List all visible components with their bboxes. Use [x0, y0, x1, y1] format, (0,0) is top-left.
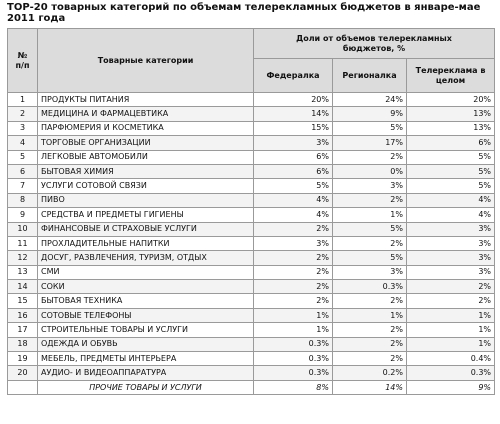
header-category: Товарные категории [38, 29, 254, 93]
row-number: 17 [8, 323, 38, 337]
table-row [8, 337, 495, 351]
row-category: СОКИ [38, 280, 254, 294]
row-regional: 9% [333, 107, 407, 121]
row-total: 1% [407, 323, 495, 337]
row-total: 5% [407, 179, 495, 193]
row-federal: 2% [254, 265, 333, 279]
header-regional: Регионалка [333, 59, 407, 93]
categories-table [7, 28, 495, 395]
table-row [8, 222, 495, 236]
row-regional: 0.3% [333, 280, 407, 294]
row-category: СРЕДСТВА И ПРЕДМЕТЫ ГИГИЕНЫ [38, 208, 254, 222]
row-federal: 4% [254, 208, 333, 222]
document-title: ТОР-20 товарных категорий по объемам телерекламных бюджетов в январе-мае 2011 года [7, 2, 481, 24]
row-category: МЕБЕЛЬ, ПРЕДМЕТЫ ИНТЕРЬЕРА [38, 352, 254, 366]
row-total: 3% [407, 222, 495, 236]
row-number: 19 [8, 352, 38, 366]
row-regional: 5% [333, 251, 407, 265]
row-number: 18 [8, 337, 38, 351]
header-total: Телереклама в целом [407, 59, 495, 93]
row-category: БЫТОВАЯ ХИМИЯ [38, 164, 254, 178]
row-category: ЛЕГКОВЫЕ АВТОМОБИЛИ [38, 150, 254, 164]
table-row [8, 323, 495, 337]
row-regional: 3% [333, 179, 407, 193]
row-category: УСЛУГИ СОТОВОЙ СВЯЗИ [38, 179, 254, 193]
row-category: МЕДИЦИНА И ФАРМАЦЕВТИКА [38, 107, 254, 121]
table-row [8, 251, 495, 265]
row-category: ПИВО [38, 193, 254, 207]
row-federal: 0.3% [254, 366, 333, 380]
row-category: ПРОДУКТЫ ПИТАНИЯ [38, 93, 254, 107]
row-total: 13% [407, 121, 495, 135]
row-federal: 0.3% [254, 337, 333, 351]
row-total: 5% [407, 150, 495, 164]
row-number: 16 [8, 308, 38, 322]
header-share-group: Доли от объемов телерекламных бюджетов, % [254, 29, 495, 59]
row-total: 1% [407, 308, 495, 322]
row-number: 2 [8, 107, 38, 121]
header-federal: Федералка [254, 59, 333, 93]
row-number: 20 [8, 366, 38, 380]
table-row [8, 236, 495, 250]
row-regional: 2% [333, 352, 407, 366]
row-category: ПАРФЮМЕРИЯ И КОСМЕТИКА [38, 121, 254, 135]
row-total: 1% [407, 337, 495, 351]
row-category: ТОРГОВЫЕ ОРГАНИЗАЦИИ [38, 136, 254, 150]
table-row [8, 265, 495, 279]
row-federal: 2% [254, 251, 333, 265]
row-federal: 15% [254, 121, 333, 135]
row-category: ПРОХЛАДИТЕЛЬНЫЕ НАПИТКИ [38, 236, 254, 250]
row-federal: 8% [254, 380, 333, 394]
row-category: ДОСУГ, РАЗВЛЕЧЕНИЯ, ТУРИЗМ, ОТДЫХ [38, 251, 254, 265]
row-total: 4% [407, 193, 495, 207]
row-number: 7 [8, 179, 38, 193]
table-row [8, 107, 495, 121]
row-category: БЫТОВАЯ ТЕХНИКА [38, 294, 254, 308]
row-federal: 6% [254, 164, 333, 178]
row-federal: 2% [254, 222, 333, 236]
row-category: ОДЕЖДА И ОБУВЬ [38, 337, 254, 351]
table-row [8, 280, 495, 294]
table-row [8, 121, 495, 135]
row-number: 10 [8, 222, 38, 236]
table-row [8, 136, 495, 150]
table-row [8, 193, 495, 207]
row-federal: 6% [254, 150, 333, 164]
row-federal: 2% [254, 294, 333, 308]
row-total: 4% [407, 208, 495, 222]
row-federal: 5% [254, 179, 333, 193]
row-category: СТРОИТЕЛЬНЫЕ ТОВАРЫ И УСЛУГИ [38, 323, 254, 337]
row-total: 5% [407, 164, 495, 178]
row-number: 11 [8, 236, 38, 250]
row-number: 8 [8, 193, 38, 207]
row-number [8, 380, 38, 394]
row-regional: 2% [333, 323, 407, 337]
row-regional: 17% [333, 136, 407, 150]
row-regional: 5% [333, 222, 407, 236]
row-category: ФИНАНСОВЫЕ И СТРАХОВЫЕ УСЛУГИ [38, 222, 254, 236]
row-federal: 3% [254, 236, 333, 250]
row-regional: 0.2% [333, 366, 407, 380]
row-federal: 3% [254, 136, 333, 150]
row-total: 0.3% [407, 366, 495, 380]
row-number: 9 [8, 208, 38, 222]
row-regional: 24% [333, 93, 407, 107]
row-number: 14 [8, 280, 38, 294]
row-regional: 3% [333, 265, 407, 279]
row-regional: 1% [333, 308, 407, 322]
table-row [8, 179, 495, 193]
row-regional: 2% [333, 150, 407, 164]
row-total: 3% [407, 236, 495, 250]
row-number: 6 [8, 164, 38, 178]
row-number: 3 [8, 121, 38, 135]
table-row [8, 93, 495, 107]
row-federal: 2% [254, 280, 333, 294]
row-regional: 2% [333, 193, 407, 207]
row-number: 12 [8, 251, 38, 265]
row-category: АУДИО- И ВИДЕОАППАРАТУРА [38, 366, 254, 380]
row-regional: 5% [333, 121, 407, 135]
row-federal: 20% [254, 93, 333, 107]
row-regional: 0% [333, 164, 407, 178]
row-federal: 1% [254, 308, 333, 322]
row-number: 13 [8, 265, 38, 279]
table-row [8, 150, 495, 164]
row-federal: 14% [254, 107, 333, 121]
row-total: 6% [407, 136, 495, 150]
table-row-other [8, 380, 495, 394]
row-total: 3% [407, 265, 495, 279]
row-total: 2% [407, 280, 495, 294]
row-number: 5 [8, 150, 38, 164]
row-total: 9% [407, 380, 495, 394]
row-category: СМИ [38, 265, 254, 279]
row-federal: 0.3% [254, 352, 333, 366]
table-row [8, 164, 495, 178]
table-row [8, 308, 495, 322]
row-category: ПРОЧИЕ ТОВАРЫ И УСЛУГИ [38, 380, 254, 394]
table-row [8, 366, 495, 380]
row-number: 1 [8, 93, 38, 107]
table-row [8, 352, 495, 366]
row-regional: 2% [333, 337, 407, 351]
row-regional: 2% [333, 294, 407, 308]
row-number: 4 [8, 136, 38, 150]
row-total: 13% [407, 107, 495, 121]
row-regional: 1% [333, 208, 407, 222]
row-number: 15 [8, 294, 38, 308]
row-federal: 1% [254, 323, 333, 337]
row-regional: 2% [333, 236, 407, 250]
row-regional: 14% [333, 380, 407, 394]
table-row [8, 208, 495, 222]
header-number: № п/п [8, 29, 38, 93]
row-total: 3% [407, 251, 495, 265]
row-total: 20% [407, 93, 495, 107]
row-category: СОТОВЫЕ ТЕЛЕФОНЫ [38, 308, 254, 322]
row-federal: 4% [254, 193, 333, 207]
table-row [8, 294, 495, 308]
row-total: 0.4% [407, 352, 495, 366]
row-total: 2% [407, 294, 495, 308]
